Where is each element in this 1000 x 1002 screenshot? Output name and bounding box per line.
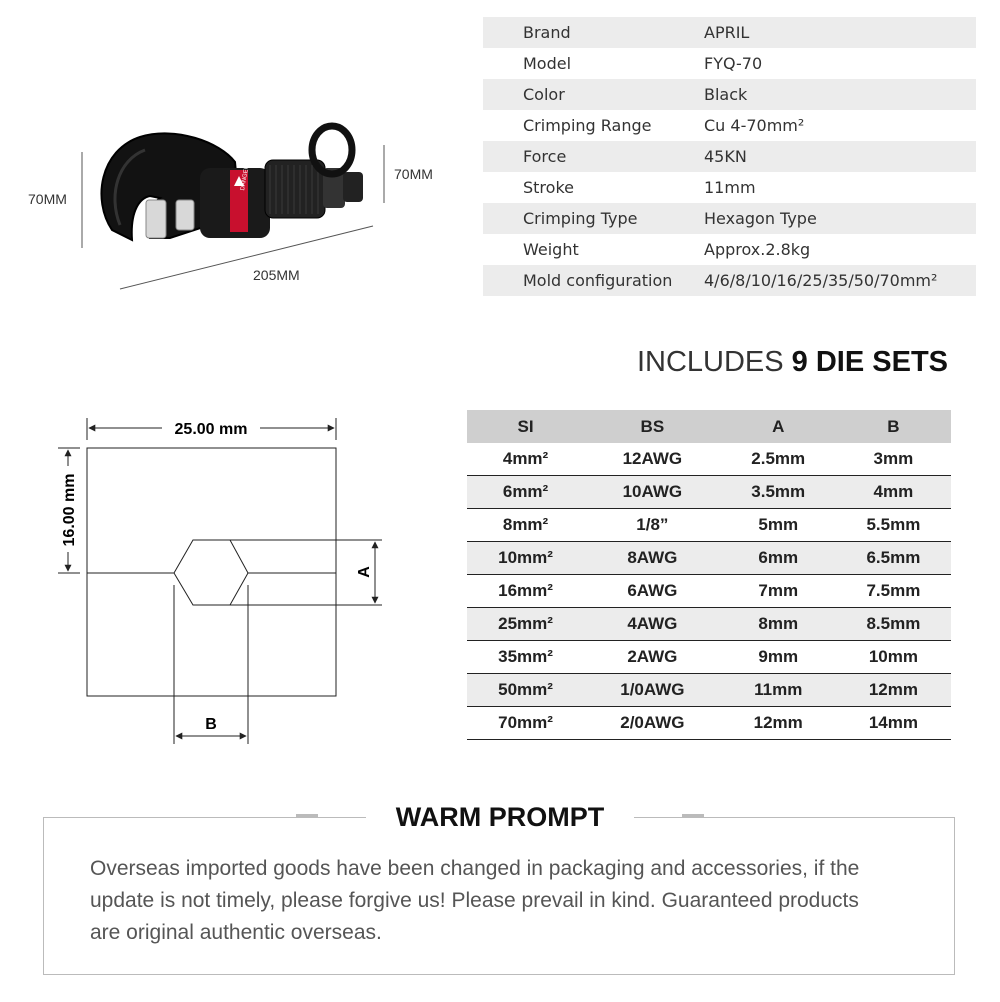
die-table-cell: 7.5mm	[836, 575, 951, 608]
die-table-cell: 6mm	[721, 542, 836, 575]
die-table-cell: 6.5mm	[836, 542, 951, 575]
die-table-row	[467, 443, 951, 476]
die-table-cell: 10mm	[836, 641, 951, 674]
spec-row	[483, 110, 976, 141]
label-text: DANGER	[240, 164, 251, 192]
die-table-cell: 7mm	[721, 575, 836, 608]
spec-row	[483, 141, 976, 172]
spec-table	[483, 17, 976, 296]
die-table-cell: 6mm²	[467, 476, 584, 509]
die-table-cell: 25mm²	[467, 608, 584, 641]
die-width-label: 25.00 mm	[174, 421, 248, 438]
die-table-cell: 12mm	[836, 674, 951, 707]
die-table-cell: 10mm²	[467, 542, 584, 575]
warm-prompt-text	[90, 853, 950, 949]
die-table-header: BS	[584, 410, 721, 443]
die-table-cell: 9mm	[721, 641, 836, 674]
height-label-right: 70MM	[394, 166, 433, 182]
die-table-cell: 2AWG	[584, 641, 721, 674]
die-table-cell: 2/0AWG	[584, 707, 721, 740]
spec-row	[483, 79, 976, 110]
width-label: 205MM	[253, 267, 300, 283]
spec-row	[483, 48, 976, 79]
die-table-cell: 35mm²	[467, 641, 584, 674]
die-a-label: A	[356, 566, 373, 578]
spec-key: Crimping Range	[523, 116, 652, 135]
die-table-cell: 16mm²	[467, 575, 584, 608]
die-table-cell: 12AWG	[584, 443, 721, 476]
die-table-row	[467, 707, 951, 740]
spec-key: Crimping Type	[483, 203, 704, 234]
die-table-cell: 8.5mm	[836, 608, 951, 641]
die-b-label: B	[205, 716, 217, 733]
die-table-row	[467, 674, 951, 707]
spec-value: FYQ-70	[704, 54, 763, 73]
spec-key: Force	[483, 141, 704, 172]
die-table-cell: 11mm	[721, 674, 836, 707]
die-outline	[87, 448, 336, 696]
spec-value: Black	[704, 79, 976, 110]
warm-prompt-line: are original authentic overseas.	[90, 921, 382, 944]
spec-key: Color	[483, 79, 704, 110]
die-table-cell: 10AWG	[584, 476, 721, 509]
die-table-header: SI	[467, 410, 584, 443]
die-table-body	[467, 443, 951, 740]
die-table-cell: 5.5mm	[836, 509, 951, 542]
spec-value: APRIL	[704, 17, 976, 48]
warm-prompt-title-text: WARM PROMPT	[366, 802, 635, 832]
die-table-cell: 14mm	[836, 707, 951, 740]
die-table-header-row	[467, 410, 951, 443]
spec-key: Brand	[483, 17, 704, 48]
spec-row	[483, 234, 976, 265]
die-heading-bold: 9 DIE SETS	[791, 346, 948, 378]
die-dimension-drawing	[0, 400, 460, 760]
die-sets-table	[467, 410, 951, 740]
spec-key: Mold configuration	[483, 265, 704, 296]
die-table-header: B	[836, 410, 951, 443]
die-table-cell: 3.5mm	[721, 476, 836, 509]
spec-table-body	[483, 17, 976, 296]
die-table-cell: 1/8”	[584, 509, 721, 542]
die-table-cell: 5mm	[721, 509, 836, 542]
spec-value: Hexagon Type	[704, 203, 976, 234]
die-table-row	[467, 542, 951, 575]
die-table-header: A	[721, 410, 836, 443]
spec-row	[483, 265, 976, 296]
height-label-left: 70MM	[28, 191, 67, 207]
die-table-row	[467, 509, 951, 542]
die-sets-heading	[637, 346, 948, 379]
spec-key: Weight	[523, 240, 579, 259]
spec-value: 45KN	[704, 141, 976, 172]
die-table-row	[467, 641, 951, 674]
spec-value: 11mm	[704, 178, 756, 197]
spec-row	[483, 172, 976, 203]
die-table-cell: 70mm²	[467, 707, 584, 740]
die-table-cell: 50mm²	[467, 674, 584, 707]
warm-prompt-title	[0, 802, 1000, 833]
die-table-row	[467, 476, 951, 509]
spec-row	[483, 203, 976, 234]
crimper-tool-icon	[101, 126, 363, 240]
die-height-label: 16.00 mm	[61, 473, 78, 547]
die-table-cell: 6AWG	[584, 575, 721, 608]
die-table-cell: 12mm	[721, 707, 836, 740]
spec-value: Cu 4-70mm²	[704, 116, 805, 135]
spec-value: 4/6/8/10/16/25/35/50/70mm²	[704, 265, 976, 296]
die-table-row	[467, 575, 951, 608]
die-table-row	[467, 608, 951, 641]
product-illustration	[0, 0, 480, 320]
die-table-cell: 8AWG	[584, 542, 721, 575]
warm-prompt-line: update is not timely, please forgive us! Please prevail in kind. Guaranteed products	[90, 889, 859, 912]
die-table-cell: 4mm²	[467, 443, 584, 476]
spec-key: Stroke	[523, 178, 574, 197]
spec-value: Approx.2.8kg	[704, 240, 811, 259]
die-table-cell: 8mm	[721, 608, 836, 641]
die-table-cell: 1/0AWG	[584, 674, 721, 707]
die-table-cell: 8mm²	[467, 509, 584, 542]
hexagon-shape	[174, 540, 248, 605]
die-heading-prefix: INCLUDES	[636, 346, 792, 378]
die-table-cell: 2.5mm	[721, 443, 836, 476]
die-table-cell: 4mm	[836, 476, 951, 509]
die-table-cell: 4AWG	[584, 608, 721, 641]
spec-row	[483, 17, 976, 48]
die-table-cell: 3mm	[836, 443, 951, 476]
warm-prompt-line: Overseas imported goods have been changed in packaging and accessories, if the	[90, 857, 860, 880]
spec-key: Model	[523, 54, 572, 73]
